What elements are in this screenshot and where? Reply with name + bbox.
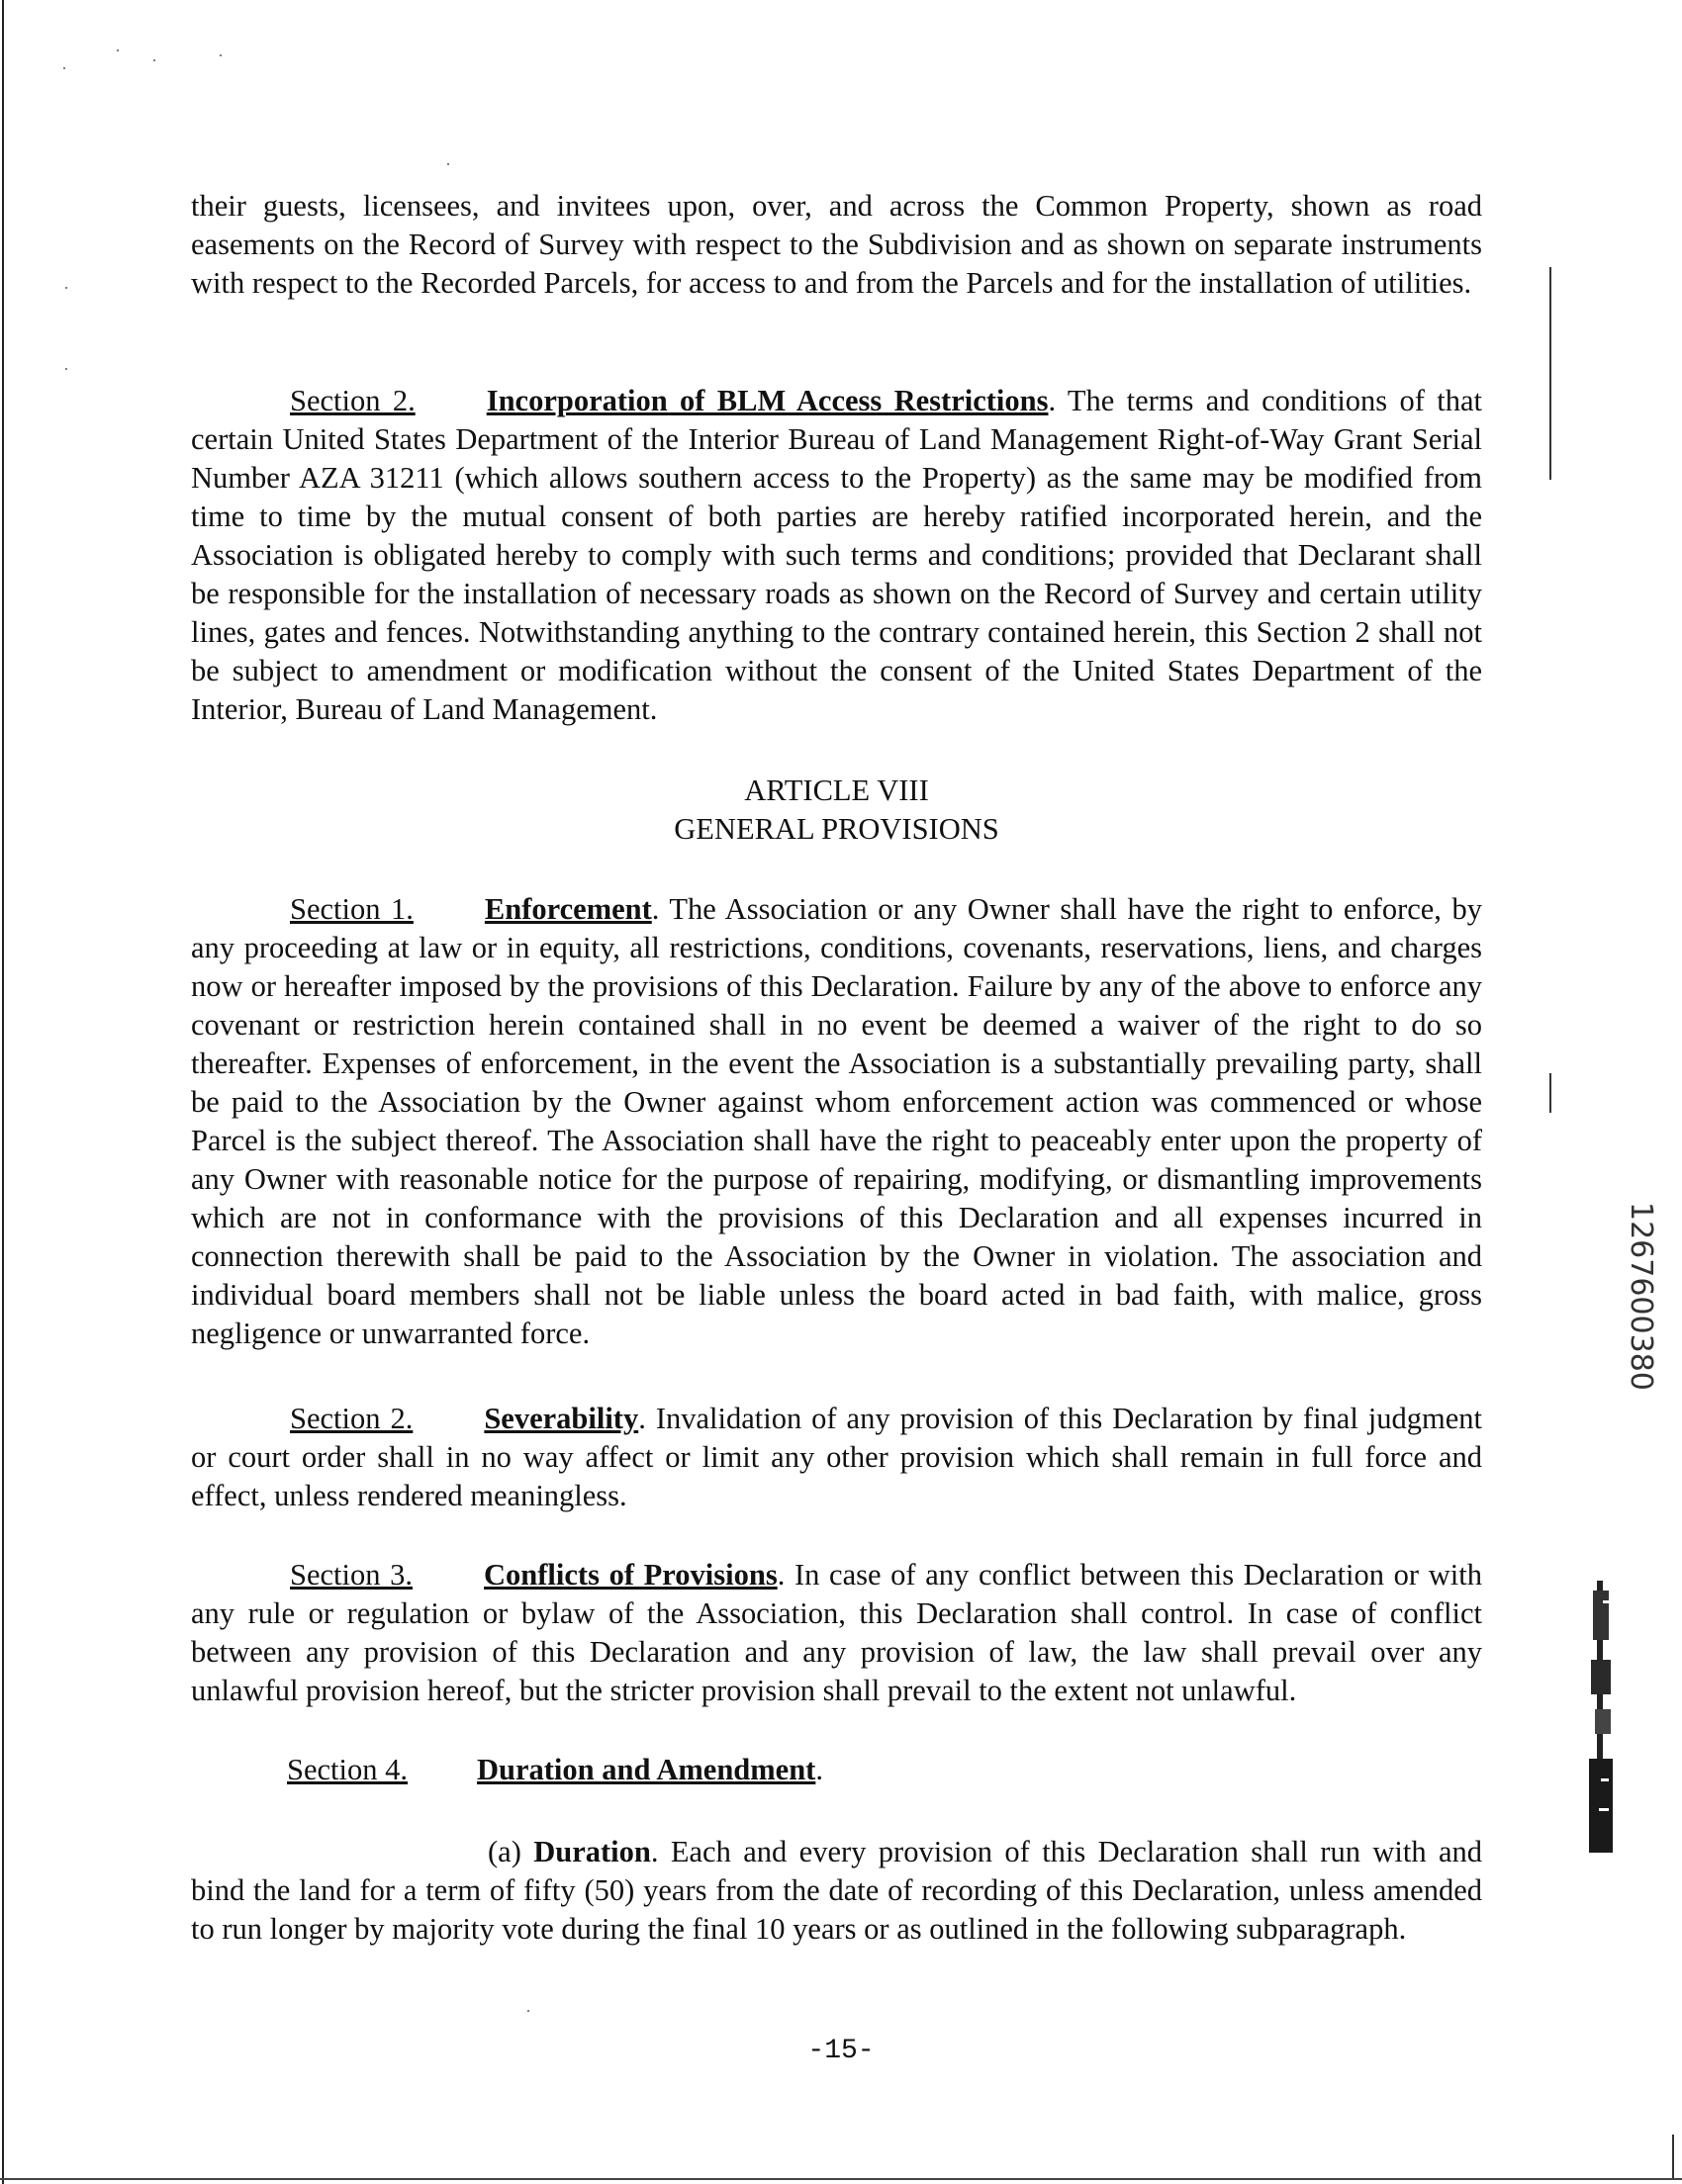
section-label: Section 1. — [290, 892, 414, 926]
article-title: GENERAL PROVISIONS — [674, 812, 999, 846]
paragraph-text: their guests, licensees, and invitees upon, over, and across the Common Property, shown as road easements on the Record of Survey with respect to the Subdivision and as shown on separate instruments with respect to the Recorded Parcels, for access to and from the Parcels and for the installation of utilities. — [191, 189, 1482, 300]
scan-speck — [65, 368, 67, 370]
margin-mark — [1672, 2135, 1674, 2178]
subparagraph-label: (a) — [488, 1835, 534, 1868]
duration-subparagraph — [191, 1833, 1482, 1949]
section-heading: Severability — [484, 1402, 639, 1435]
scan-speck — [65, 287, 67, 289]
continuation-paragraph — [191, 187, 1482, 303]
section-heading: Conflicts of Provisions — [484, 1558, 778, 1592]
margin-mark — [1549, 267, 1551, 480]
section-heading: Duration and Amendment — [477, 1753, 816, 1786]
scan-speck — [527, 2010, 529, 2012]
section-2-blm — [191, 382, 1482, 729]
subparagraph-heading: Duration — [533, 1835, 651, 1868]
section-heading: Enforcement — [484, 892, 652, 926]
recording-number — [1617, 1202, 1658, 1391]
scan-bottom-line — [0, 2178, 1682, 2180]
section-paragraph — [191, 890, 1482, 1353]
scan-speck — [220, 54, 222, 56]
section-label: Section 2. — [290, 384, 416, 417]
page-number: -15- — [807, 2036, 875, 2066]
subparagraph-text — [191, 1833, 1482, 1949]
section-paragraph — [191, 1400, 1482, 1515]
section-2-severability — [191, 1400, 1482, 1515]
article-heading — [191, 772, 1482, 849]
section-label: Section 3. — [290, 1558, 414, 1592]
section-4-duration-amendment — [287, 1751, 823, 1789]
section-1-enforcement — [191, 890, 1482, 1353]
scan-speck — [447, 163, 449, 165]
section-body: . In case of any conflict between this Declaration or with any rule or regulation or bylaw of the Association, this Declaration shall control. In case of conflict between any provision of this Declaration and any provision of law, the law shall prevail over any unlawful provision hereof, but the stricter provision shall prevail to the extent not unlawful. — [191, 1558, 1482, 1707]
margin-mark — [1549, 1073, 1551, 1113]
section-label: Section 4. — [287, 1753, 408, 1786]
section-heading: Incorporation of BLM Access Restrictions — [486, 384, 1049, 417]
section-paragraph — [191, 1556, 1482, 1710]
article-number: ARTICLE VIII — [744, 774, 929, 807]
section-label: Section 2. — [290, 1402, 414, 1435]
scan-edge-line — [2, 0, 4, 2184]
subparagraph-body: . Each and every provision of this Declaration shall run with and bind the land for a term of fifty (50) years from the date of recording of this Declaration, unless amended to run longer by majority vote during the final 10 years or as outlined in the following subparagraph. — [191, 1835, 1482, 1946]
scan-speck — [117, 49, 119, 51]
section-paragraph — [191, 382, 1482, 729]
section-body: . Invalidation of any provision of this Declaration by final judgment or court order shall in no way affect or limit any other provision which shall remain in full force and effect, unless rendered meaningless. — [191, 1402, 1482, 1512]
section-body: . The terms and conditions of that certain United States Department of the Interior Bureau of Land Management Right-of-Way Grant Serial Number AZA 31211 (which allows southern access to the Property) as the same may be modified from time to time by the mutual consent of both parties are hereby ratified incorporated herein, and the Association is obligated hereby to comply with such terms and conditions; provided that Declarant shall be responsible for the installation of necessary roads as shown on the Record of Survey and certain utility lines, gates and fences. Notwithstanding anything to the contrary contained herein, this Section 2 shall not be subject to amendment or modification without the consent of the United States Department of the Interior, Bureau of Land Management. — [191, 384, 1482, 726]
scan-speck — [63, 67, 65, 69]
scan-speck — [153, 59, 155, 61]
section-heading-trail: . — [815, 1753, 823, 1786]
recording-number-text: 1267600380 — [1624, 1202, 1658, 1391]
section-3-conflicts — [191, 1556, 1482, 1710]
recording-stamp-icon — [1589, 1581, 1619, 1853]
section-body: . The Association or any Owner shall have the right to enforce, by any proceeding at law or in equity, all restrictions, conditions, covenants, reservations, liens, and charges now or hereafter imposed by the provisions of this Declaration. Failure by any of the above to enforce any covenant or restriction herein contained shall in no event be deemed a waiver of the right to do so thereafter. Expenses of enforcement, in the event the Association is a substantially prevailing party, shall be paid to the Association by the Owner against whom enforcement action was commenced or whose Parcel is the subject thereof. The Association shall have the right to peaceably enter upon the property of any Owner with reasonable notice for the purpose of repairing, modifying, or dismantling improvements which are not in conformance with the provisions of this Declaration and all expenses incurred in connection therewith shall be paid to the Association by the Owner in violation. The association and individual board members shall not be liable unless the board acted in bad faith, with malice, gross negligence or unwarranted force. — [191, 892, 1482, 1350]
